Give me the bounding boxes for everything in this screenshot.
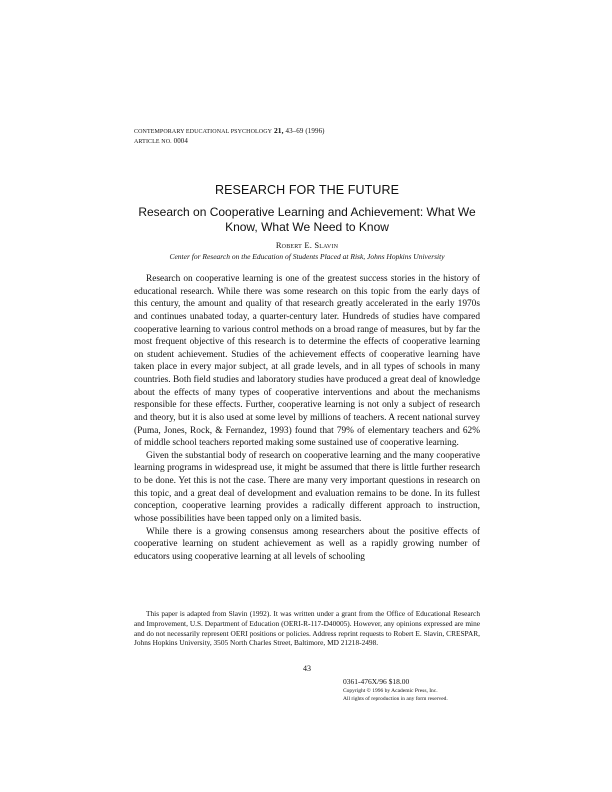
author-name: Robert E. Slavin — [275, 240, 339, 250]
body-paragraph-1: Research on cooperative learning is one of the greatest success stories in the history of educational research. While there was some research on this topic from the early days of this century, the amount and quality of that research greatly accelerated in the early 1970s and continues unabated today, a quarter-century later. Hundreds of studies have compared cooperative learning to various control methods on a broad range of measures, but by far the most frequent objective of this research is to determine the effects of cooperative learning on student achievement. Studies of the achievement effects of cooperative learning have taken place in every major subject, at all grade levels, and in all types of schools in many countries. Both field studies and laboratory studies have produced a great deal of knowledge about the effects of many types of cooperative interventions and about the mechanisms responsible for these effects. Further, cooperative learning is not only a subject of research and theory, but it is also used at some level by millions of teachers. A recent national survey (Puma, Jones, Rock, & Fernandez, 1993) found that 79% of elementary teachers and 62% of middle school teachers reported making some sustained use of cooperative learning. — [134, 274, 480, 449]
copyright-block — [343, 678, 448, 704]
journal-citation — [134, 127, 325, 137]
footnote-text: This paper is adapted from Slavin (1992). It was written under a grant from the Office of Educational Research and Improvement, U.S. Department of Education (OERI-R-117-D40005). However, any opinions expressed are mine and do not necessarily represent OERI positions or policies. Address reprint requests to Robert E. Slavin, CRESPAR, Johns Hopkins University, 3505 North Charles Street, Baltimore, MD 21218-2498. — [134, 609, 480, 648]
journal-pages-year: 43–69 (1996) — [285, 127, 325, 135]
footnote — [134, 609, 480, 648]
article-id — [134, 137, 325, 147]
running-head — [134, 127, 325, 146]
section-title: RESEARCH FOR THE FUTURE — [214, 183, 400, 197]
article-number: 0004 — [173, 136, 189, 145]
article-title: Research on Cooperative Learning and Achievement: What We Know, What We Need to Know — [138, 205, 476, 234]
issn-price: 0361-476X/96 $18.00 — [343, 677, 410, 686]
body-paragraph-3: While there is a growing consensus among researchers about the positive effects of cooperative learning on student achievement as well as a rapidly growing number of educators using cooperative learning at all levels of schooling — [134, 526, 480, 562]
copyright-notice: Copyright © 1996 by Academic Press, Inc. — [343, 687, 438, 694]
journal-name: CONTEMPORARY EDUCATIONAL PSYCHOLOGY — [134, 129, 273, 135]
page-number: 43 — [303, 664, 311, 673]
body-text — [134, 273, 480, 563]
article-label: ARTICLE NO. — [134, 138, 172, 145]
rights-notice: All rights of reproduction in any form reserved. — [343, 696, 448, 702]
author-affiliation: Center for Research on the Education of Students Placed at Risk, Johns Hopkins University — [169, 252, 445, 261]
journal-volume: 21, — [273, 126, 284, 135]
body-paragraph-2: Given the substantial body of research on cooperative learning and the many cooperative learning programs in widespread use, it might be assumed that there is little further research to be done. Yet this is not the case. There are many very important questions in research on this topic, and a great deal of development and evaluation remains to be done. In its fullest conception, cooperative learning provides a radically different approach to instruction, whose possibilities have been tapped only on a limited basis. — [134, 450, 480, 524]
